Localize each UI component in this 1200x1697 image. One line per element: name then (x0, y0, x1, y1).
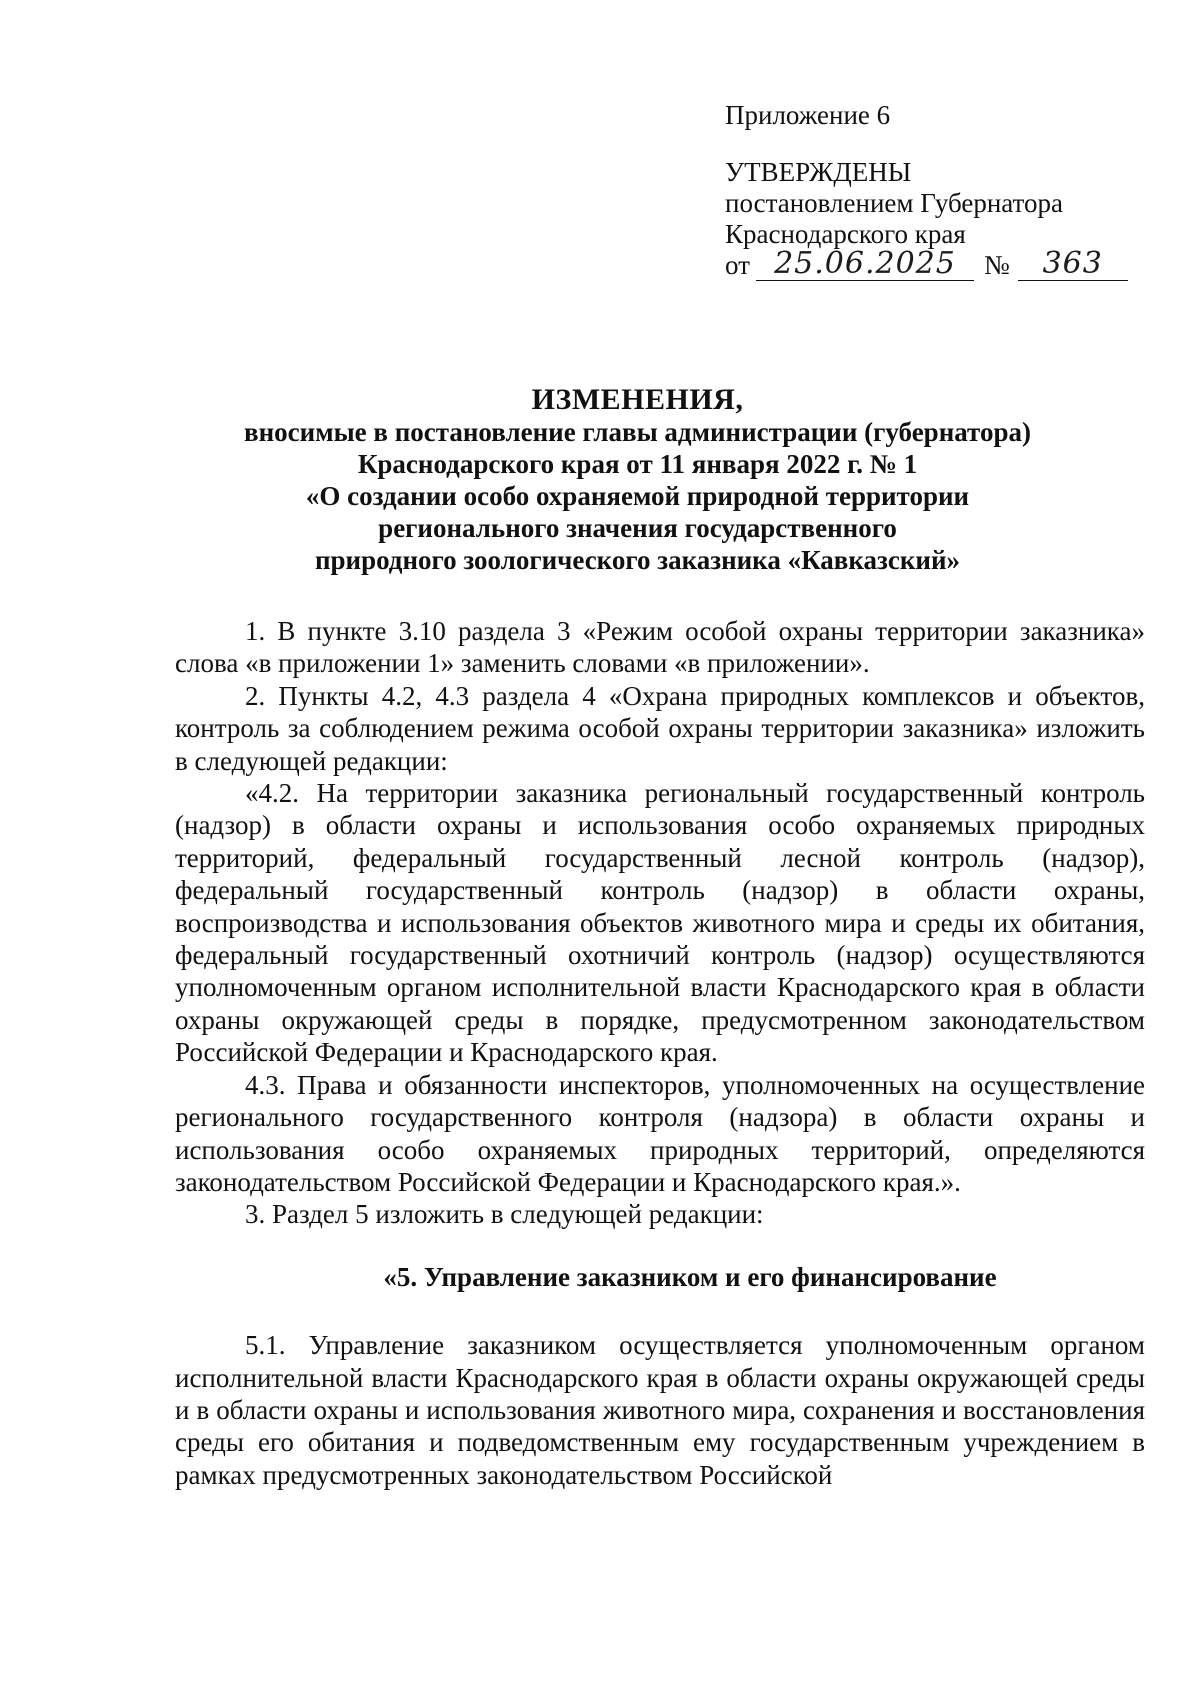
paragraph-1: 1. В пункте 3.10 раздела 3 «Режим особой охраны территории заказника» слова «в приложении 1» заменить словами «в приложении». (175, 616, 1145, 679)
handwritten-date: 25.06.2025 (774, 246, 956, 281)
title-line: вносимые в постановление главы администрации (губернатора) (244, 417, 1031, 447)
title-heading: ИЗМЕНЕНИЯ, (531, 383, 744, 416)
handwritten-number: 363 (1042, 246, 1103, 281)
title-line: Краснодарского края от 11 января 2022 г. № 1 (357, 449, 918, 479)
title-line: регионального значения государственного (378, 513, 897, 543)
approved-by-line-1: постановлением Губернатора (725, 188, 1063, 218)
number-label: № (983, 250, 1010, 280)
paragraph-2: 2. Пункты 4.2, 4.3 раздела 4 «Охрана природных комплексов и объектов, контроль за соблюдением режима особой охраны территории заказника» изложить в следующей редакции: (175, 680, 1145, 776)
from-label: от (725, 250, 750, 280)
approved-by-line-2: Краснодарского края (725, 219, 966, 249)
paragraph-3: 3. Раздел 5 изложить в следующей редакции: (245, 1199, 764, 1230)
paragraph-5-1: 5.1. Управление заказником осуществляется уполномоченным органом исполнительной власти Краснодарского края в области охраны окружающей среды и в области охраны и использования животного мира, сохранения и восстановления среды его обитания и подведомственным ему государственным учреждением в рамках предусмотренных законодательством Российской (175, 1330, 1145, 1490)
section-5-title: «5. Управление заказником и его финансирование (383, 1261, 997, 1292)
approval-stamp-block (725, 100, 1145, 281)
title-line: природного зоологического заказника «Кавказский» (314, 545, 961, 575)
paragraph-4-2: «4.2. На территории заказника региональный государственный контроль (надзор) в области охраны и использования особо охраняемых природных территорий, федеральный государственный лесной контроль (надзор), федеральный государственный контроль (надзор) в области охраны, воспроизводства и использования объектов животного мира и среды их обитания, федеральный государственный охотничий контроль (надзор) осуществляются уполномоченным органом исполнительной власти Краснодарского края в области охраны окружающей среды в порядке, предусмотренном законодательством Российской Федерации и Краснодарского края. (175, 778, 1145, 1068)
approved-label: УТВЕРЖДЕНЫ (725, 157, 912, 187)
appendix-label: Приложение 6 (725, 100, 891, 130)
paragraph-4-3: 4.3. Права и обязанности инспекторов, уполномоченных на осуществление регионального государственного контроля (надзора) в области охраны и использования особо охраняемых природных территорий, определяются законодательством Российской Федерации и Краснодарского края.». (175, 1069, 1145, 1197)
date-field (756, 246, 974, 281)
number-field (1018, 246, 1128, 281)
date-number-row (725, 246, 1145, 281)
document-body (175, 615, 1145, 1491)
title-line: «О создании особо охраняемой природной территории (305, 481, 970, 511)
document-title (170, 384, 1105, 576)
